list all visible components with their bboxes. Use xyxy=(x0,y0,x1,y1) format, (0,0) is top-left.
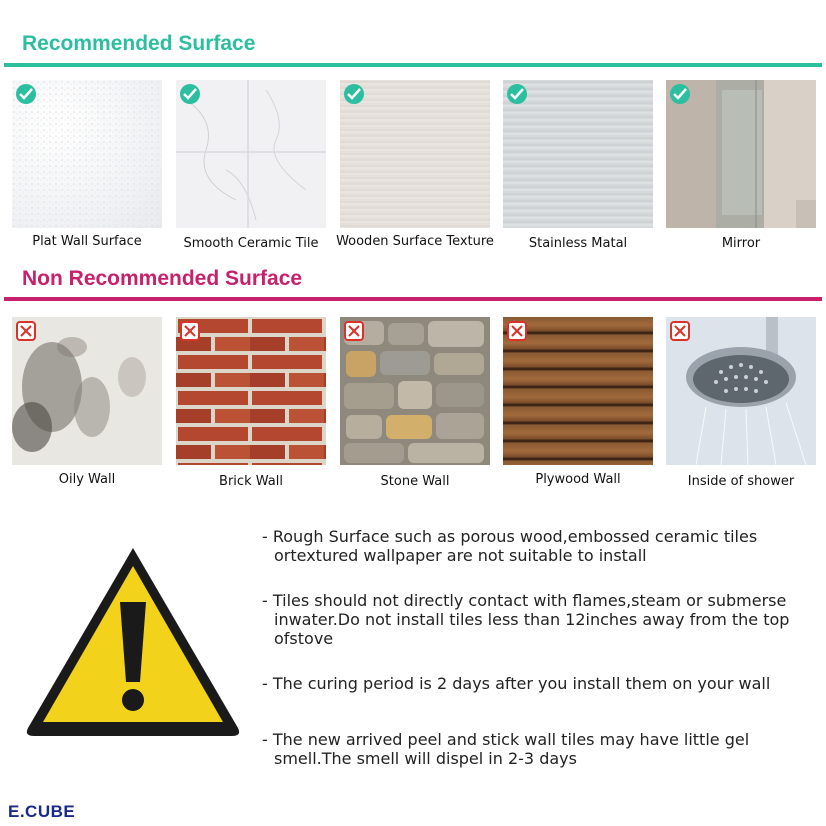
recommended-item-stainless xyxy=(503,80,653,251)
non-recommended-item-stone xyxy=(340,317,490,489)
non-recommended-item-brick xyxy=(176,317,326,489)
recommended-label: Stainless Matal xyxy=(528,236,628,251)
non-recommended-label: Inside of shower xyxy=(687,474,795,489)
non-recommended-title: Non Recommended Surface xyxy=(22,267,303,290)
oily-wall-image xyxy=(12,317,162,465)
brick-wall-image xyxy=(176,317,326,465)
note-item: - The new arrived peel and stick wall tiles may have little gel smell.The smell will dispel in 2-3 days xyxy=(262,730,750,768)
cross-icon xyxy=(670,321,690,341)
plywood-wall-image xyxy=(503,317,653,465)
recommended-item-plat-wall xyxy=(12,80,162,249)
non-recommended-label: Brick Wall xyxy=(219,474,283,489)
check-icon xyxy=(16,84,36,104)
cross-icon xyxy=(180,321,200,341)
non-recommended-item-oily xyxy=(12,317,162,487)
recommended-label: Smooth Ceramic Tile xyxy=(183,236,319,251)
cross-icon xyxy=(507,321,527,341)
notes-list xyxy=(262,527,818,794)
shower-image xyxy=(666,317,816,465)
brand-logo: E.CUBE xyxy=(8,802,76,821)
warning-icon xyxy=(20,540,246,744)
ceramic-tile-image xyxy=(176,80,326,228)
mirror-image xyxy=(666,80,816,228)
check-icon xyxy=(670,84,690,104)
recommended-item-ceramic xyxy=(176,80,326,251)
non-recommended-item-shower xyxy=(666,317,816,489)
recommended-label: Plat Wall Surface xyxy=(32,234,142,249)
note-item: - Rough Surface such as porous wood,embossed ceramic tiles ortextured wallpaper are not suitable to install xyxy=(262,527,758,565)
cross-icon xyxy=(344,321,364,341)
recommended-label: Mirror xyxy=(721,236,761,251)
non-recommended-label: Stone Wall xyxy=(380,474,450,489)
cross-icon xyxy=(16,321,36,341)
check-icon xyxy=(507,84,527,104)
check-icon xyxy=(180,84,200,104)
recommended-title: Recommended Surface xyxy=(22,32,256,55)
check-icon xyxy=(344,84,364,104)
non-recommended-item-plywood xyxy=(503,317,653,487)
non-recommended-divider xyxy=(4,297,822,301)
recommended-item-wooden xyxy=(336,80,494,249)
recommended-item-mirror xyxy=(666,80,816,251)
recommended-divider xyxy=(4,63,822,67)
stone-wall-image xyxy=(340,317,490,465)
non-recommended-label: Oily Wall xyxy=(58,472,116,487)
plat-wall-image xyxy=(12,80,162,228)
note-item: - The curing period is 2 days after you install them on your wall xyxy=(262,674,771,693)
non-recommended-label: Plywood Wall xyxy=(535,472,621,487)
note-item: - Tiles should not directly contact with flames,steam or submerse inwater.Do not install tiles less than 12inches away from the top ofstove xyxy=(262,591,790,648)
wooden-texture-image xyxy=(340,80,490,228)
stainless-image xyxy=(503,80,653,228)
recommended-label: Wooden Surface Texture xyxy=(336,234,494,249)
